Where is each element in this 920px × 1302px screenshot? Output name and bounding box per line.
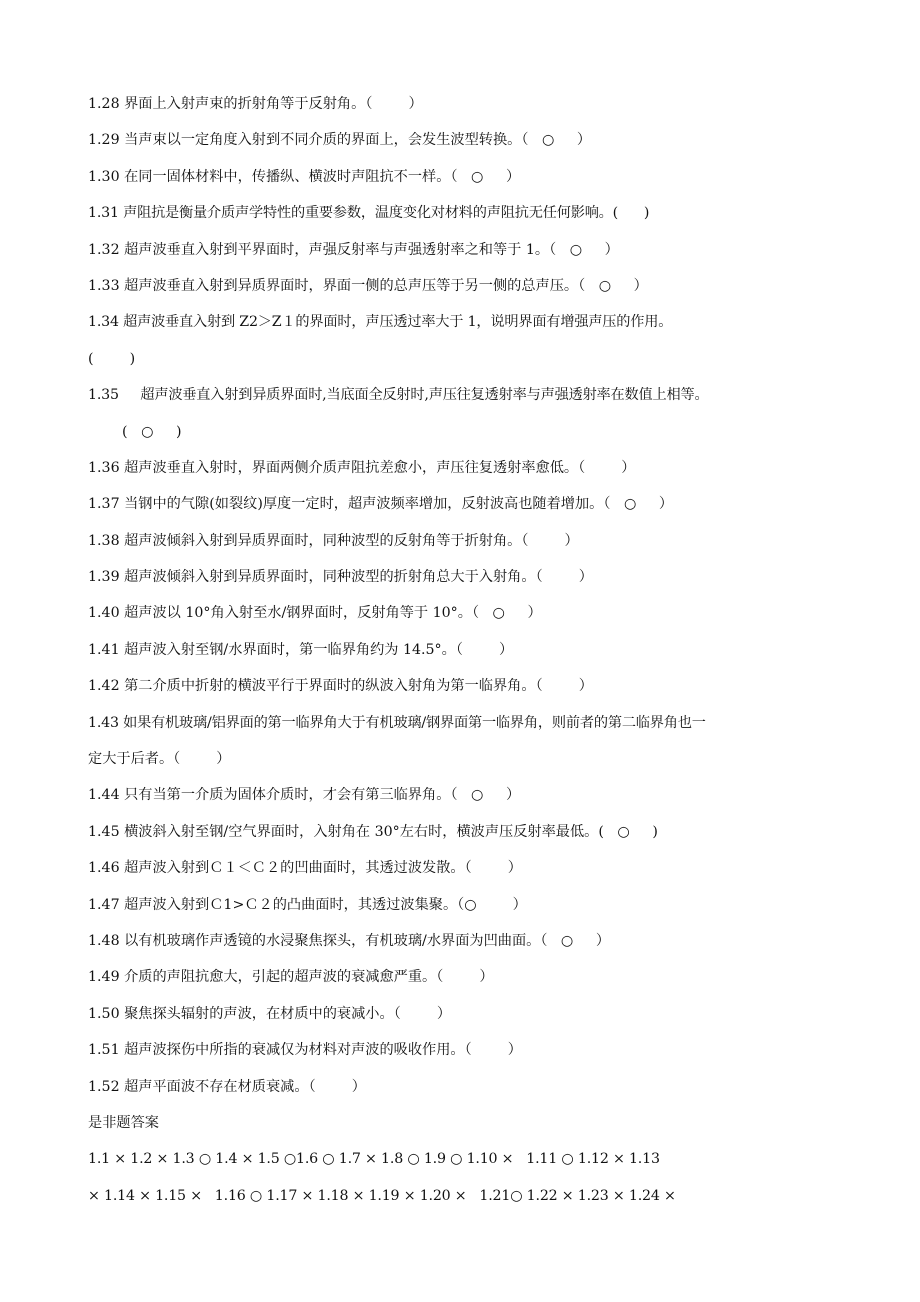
question-1-28: 1.28 界面上入射声束的折射角等于反射角。（ ） xyxy=(88,96,423,112)
answers-row-2: × 1.14 × 1.15 × 1.16 ○ 1.17 × 1.18 × 1.19 × 1.20 × 1.21○ 1.22 × 1.23 × 1.24 × xyxy=(88,1187,676,1204)
question-1-40: 1.40 超声波以 10°角入射至水/钢界面时，反射角等于 10°。（ ○ ） xyxy=(88,605,542,622)
question-1-34-answer: ( ) xyxy=(88,350,136,367)
question-1-36: 1.36 超声波垂直入射时，界面两侧介质声阻抗差愈小，声压往复透射率愈低。（ ） xyxy=(88,459,636,476)
question-1-30: 1.30 在同一固体材料中，传播纵、横波时声阻抗不一样。（ ○ ） xyxy=(88,168,521,185)
question-1-43: 1.43 如果有机玻璃/铝界面的第一临界角大于有机玻璃/钢界面第一临界角，则前者的第二临界角也一 xyxy=(88,714,706,731)
question-1-37: 1.37 当钢中的气隙(如裂纹)厚度一定时，超声波频率增加，反射波高也随着增加。（ ○ ） xyxy=(88,496,674,513)
question-1-35: 1.35 超声波垂直入射到异质界面时,当底面全反射时,声压往复透射率与声强透射率在数值上相等。 xyxy=(88,387,709,404)
question-1-46: 1.46 超声波入射到Ｃ１＜Ｃ２的凹曲面时，其透过波发散。（ ） xyxy=(88,860,522,877)
question-1-51: 1.51 超声波探伤中所指的衰减仅为材料对声波的吸收作用。（ ） xyxy=(88,1042,522,1059)
question-1-52: 1.52 超声平面波不存在材质衰减。（ ） xyxy=(88,1078,366,1095)
answers-row-1: 1.1 × 1.2 × 1.3 ○ 1.4 × 1.5 ○1.6 ○ 1.7 × 1.8 ○ 1.9 ○ 1.10 × 1.11 ○ 1.12 × 1.13 xyxy=(88,1151,660,1168)
question-1-47: 1.47 超声波入射到Ｃ1>Ｃ２的凸曲面时，其透过波集聚。（○ ） xyxy=(88,896,527,913)
question-1-39: 1.39 超声波倾斜入射到异质界面时，同种波型的折射角总大于入射角。（ ） xyxy=(88,569,593,586)
question-1-29: 1.29 当声束以一定角度入射到不同介质的界面上，会发生波型转换。（ ○ ） xyxy=(88,132,592,149)
question-1-38: 1.38 超声波倾斜入射到异质界面时，同种波型的反射角等于折射角。（ ） xyxy=(88,532,579,549)
question-1-42: 1.42 第二介质中折射的横波平行于界面时的纵波入射角为第一临界角。（ ） xyxy=(88,678,593,695)
question-1-41: 1.41 超声波入射至钢/水界面时，第一临界角约为 14.5°。（ ） xyxy=(88,641,514,658)
question-1-35-answer: ( ○ ) xyxy=(122,423,182,440)
question-1-49: 1.49 介质的声阻抗愈大，引起的超声波的衰减愈严重。（ ） xyxy=(88,969,494,986)
question-1-34: 1.34 超声波垂直入射到 Z2＞Z１的界面时，声压透过率大于 1，说明界面有增强声压的作用。 xyxy=(88,314,673,331)
question-1-48: 1.48 以有机玻璃作声透镜的水浸聚焦探头，有机玻璃/水界面为凹曲面。（ ○ ） xyxy=(88,932,611,949)
question-1-32: 1.32 超声波垂直入射到平界面时，声强反射率与声强透射率之和等于 1。（ ○ ） xyxy=(88,241,619,258)
question-1-31: 1.31 声阻抗是衡量介质声学特性的重要参数，温度变化对材料的声阻抗无任何影响。( ) xyxy=(88,205,650,222)
question-1-50: 1.50 聚焦探头辐射的声波，在材质中的衰减小。（ ） xyxy=(88,1005,452,1022)
answers-heading: 是非题答案 xyxy=(88,1114,159,1131)
document-page xyxy=(88,92,823,1220)
question-1-45: 1.45 横波斜入射至钢/空气界面时，入射角在 30°左右时，横波声压反射率最低。( ○ ) xyxy=(88,823,658,840)
question-1-43-answer: 定大于后者。（ ） xyxy=(88,751,231,768)
question-1-33: 1.33 超声波垂直入射到异质界面时，界面一侧的总声压等于另一侧的总声压。（ ○ ） xyxy=(88,277,648,294)
question-1-44: 1.44 只有当第一介质为固体介质时，才会有第三临界角。（ ○ ） xyxy=(88,787,521,804)
